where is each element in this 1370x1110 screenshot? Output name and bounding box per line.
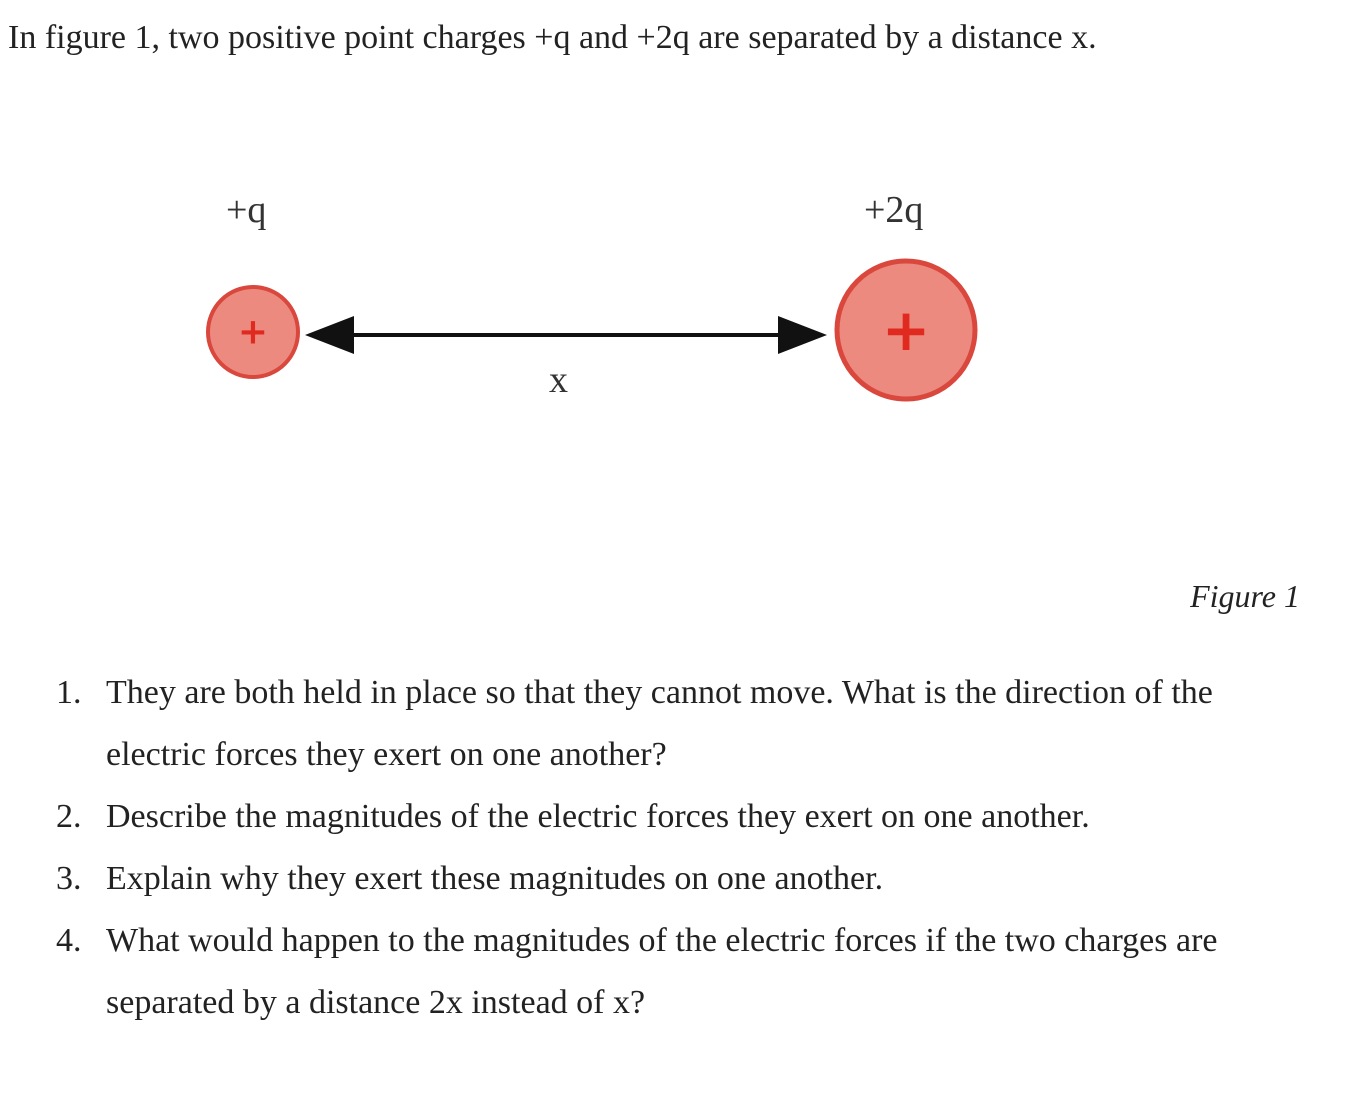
question-item bbox=[0, 786, 1290, 848]
question-number: 2. bbox=[56, 798, 82, 835]
charge-q bbox=[208, 287, 298, 377]
charges-diagram bbox=[0, 90, 1370, 610]
question-list bbox=[0, 662, 1290, 1034]
question-number: 3. bbox=[56, 860, 82, 897]
charge-2q bbox=[837, 261, 975, 399]
right-arrowhead bbox=[778, 316, 827, 354]
question-text: They are both held in place so that they cannot move. What is the direction of the electric forces they exert on one another? bbox=[106, 674, 1213, 773]
question-text: Describe the magnitudes of the electric forces they exert on one another. bbox=[106, 798, 1090, 835]
question-number: 4. bbox=[56, 922, 82, 959]
question-text: Explain why they exert these magnitudes on one another. bbox=[106, 860, 884, 897]
question-item bbox=[0, 848, 1290, 910]
distance-label: x bbox=[549, 359, 568, 401]
figure-1 bbox=[0, 90, 1370, 614]
plus-sign: + bbox=[881, 296, 931, 364]
figure-caption: Figure 1 bbox=[1190, 578, 1300, 614]
question-text: What would happen to the magnitudes of the electric forces if the two charges are separated by a distance 2x instead of x? bbox=[106, 922, 1218, 1021]
question-item bbox=[0, 910, 1290, 1034]
plus-sign: + bbox=[237, 311, 269, 353]
charge-q-label: +q bbox=[226, 189, 267, 231]
question-item bbox=[0, 662, 1290, 786]
intro-text: In figure 1, two positive point charges +q and +2q are separated by a distance x. bbox=[8, 19, 1097, 56]
question-number: 1. bbox=[56, 674, 82, 711]
left-arrowhead bbox=[305, 316, 354, 354]
charge-2q-label: +2q bbox=[864, 189, 924, 231]
